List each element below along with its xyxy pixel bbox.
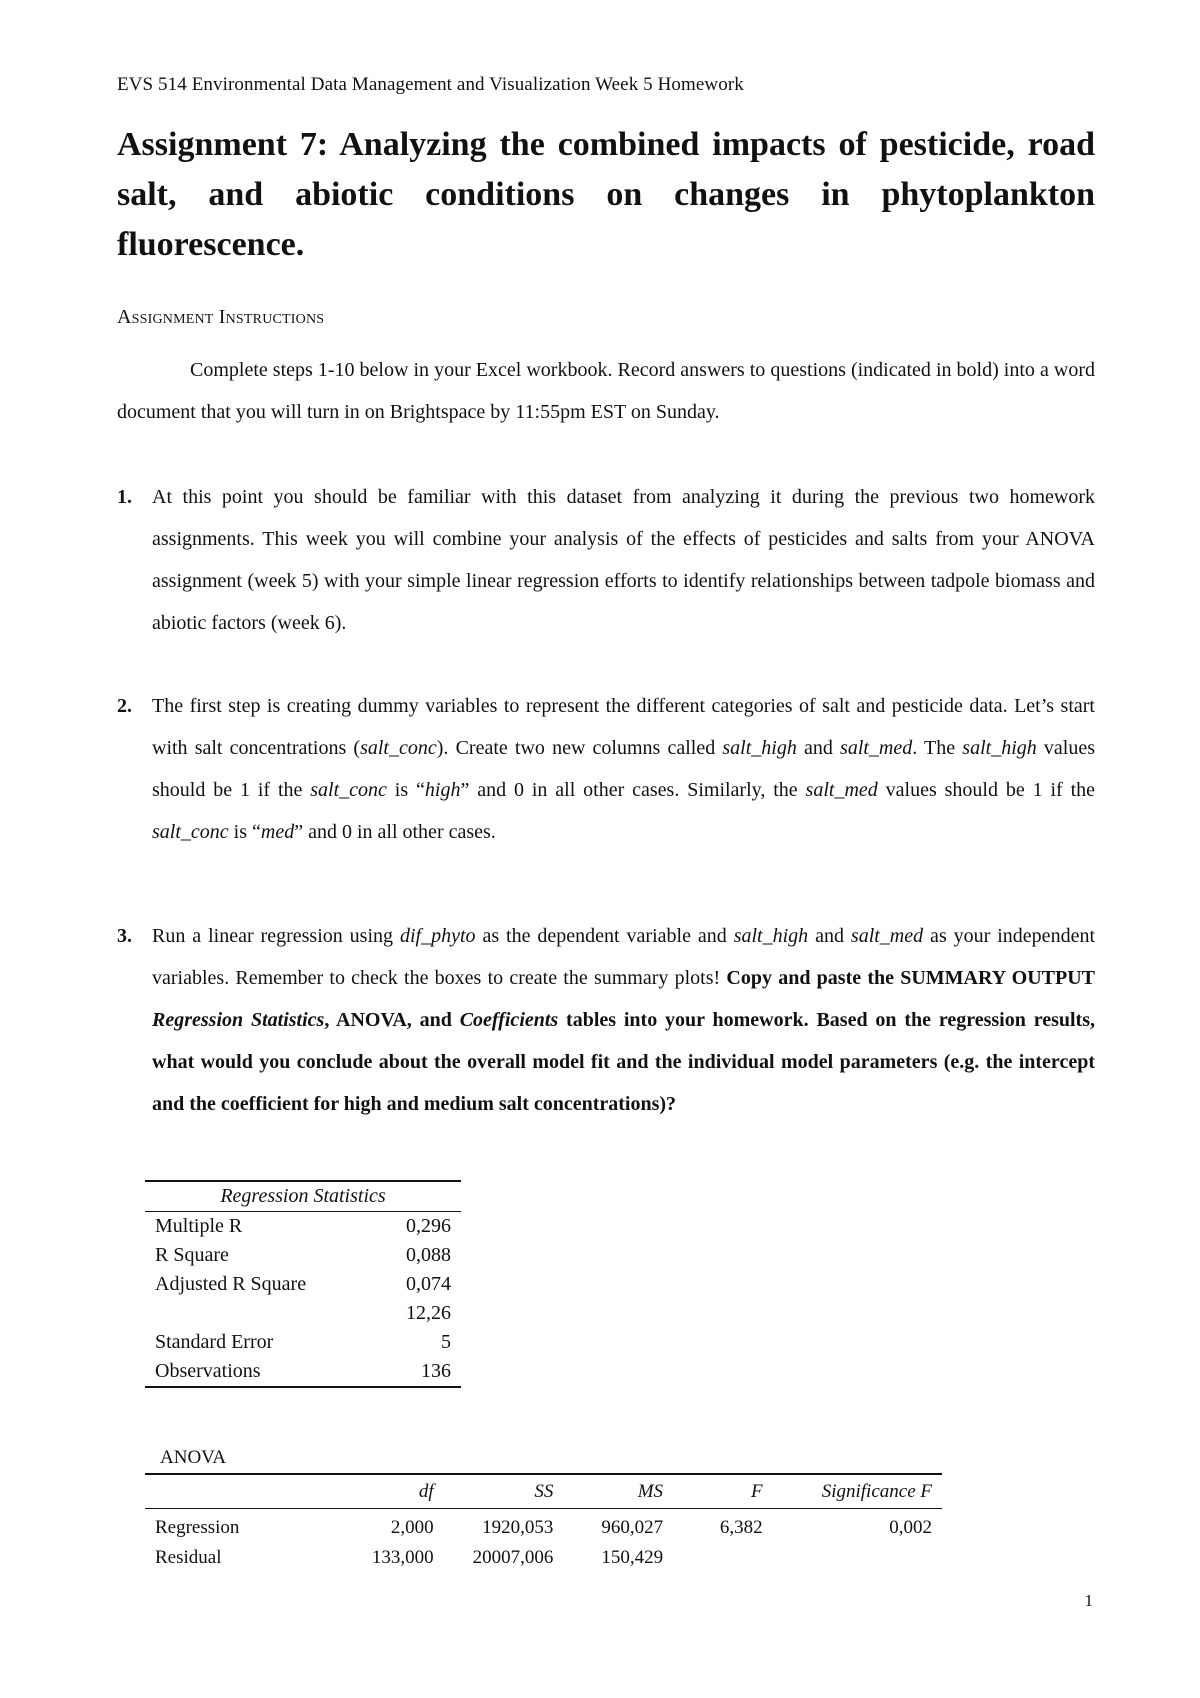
table-row [145,1299,461,1328]
step-2 [117,685,1095,853]
cell-ss: 20007,006 [472,1547,554,1568]
header-cell: Significance F [773,1474,942,1509]
text-run: Run a linear regression using [152,925,400,947]
category-value: high [424,779,461,801]
header-cell: MS [563,1474,673,1509]
stat-label: Multiple R [155,1215,243,1237]
row-label: Residual [155,1547,222,1568]
cell-f: 6,382 [719,1517,763,1538]
cell-df: 133,000 [371,1547,434,1568]
variable-name: salt_high [733,925,809,947]
variable-name: salt_high [962,737,1037,759]
stat-value: 0,296 [406,1215,451,1237]
stat-value: 0,088 [406,1244,451,1266]
section-heading: Assignment Instructions [117,306,325,328]
stat-value: 136 [374,1357,461,1387]
step-1 [117,476,1095,644]
header-cell-blank [145,1474,314,1509]
text-run: as your independent variables. Remember to check the boxes to create the summary plots! [152,925,1095,989]
header-cell: F [673,1474,773,1509]
step-3 [117,915,1095,1125]
step-number: 1. [117,486,132,508]
assignment-title: Assignment 7: Analyzing the combined impacts of pesticide, road salt, and abiotic conditions on changes in phytoplankton fluorescence. [117,126,1095,263]
variable-name: salt_med [805,779,878,801]
cell-ms: 150,429 [601,1547,664,1568]
stat-label: Adjusted R Square [155,1273,307,1295]
stat-value: 12,26 [406,1302,451,1324]
table-row [145,1509,942,1544]
running-header: EVS 514 Environmental Data Management and Visualization Week 5 Homework [117,74,744,95]
anova-label: ANOVA [160,1447,227,1468]
cell-significance-f [773,1543,942,1573]
variable-name: salt_conc [360,737,437,759]
stat-label [145,1299,374,1328]
variable-name: salt_med [850,925,924,947]
table-caption: Regression Statistics [145,1180,461,1212]
text-run: is “ [386,779,425,801]
bold-question-text: tables into your homework. Based on the regression results, what would you conclude about the overall model fit and the individual model parameters (e.g. the intercept and the coefficient for high and medium salt concentrations)? [152,1009,1095,1115]
table-row [145,1543,942,1573]
variable-name: salt_conc [310,779,387,801]
page-number: 1 [1084,1591,1093,1610]
cell-df: 2,000 [390,1517,434,1538]
stat-label: Observations [145,1357,374,1387]
instructions-paragraph: Complete steps 1-10 below in your Excel workbook. Record answers to questions (indicated in bold) into a word document that you will turn in on Brightspace by 11:55pm EST on Sunday. [117,359,1095,423]
stat-label: R Square [155,1244,229,1266]
bold-italic-term: Regression Statistics [152,1009,325,1031]
table-row [145,1241,461,1270]
variable-name: dif_phyto [399,925,476,947]
variable-name: salt_conc [152,821,229,843]
text-run: values should be 1 if the [152,737,1095,801]
stat-label: Standard Error [155,1331,274,1353]
text-run: is “ [228,821,261,843]
regression-statistics-table [145,1180,461,1388]
header-cell: df [314,1474,443,1509]
table-row [145,1270,461,1299]
anova-table [145,1473,942,1573]
bold-question-text: , ANOVA, and [324,1009,460,1031]
category-value: med [260,821,295,843]
text-run: ” and 0 in all other cases. Similarly, the [460,779,806,801]
variable-name: salt_med [840,737,913,759]
table-row [145,1328,461,1357]
text-run: values should be 1 if the [877,779,1095,801]
text-run: ). Create two new columns called [436,737,723,759]
header-cell: SS [444,1474,564,1509]
step-number: 3. [117,925,132,947]
step-text [152,915,1095,1125]
text-run: . The [912,737,963,759]
text-run: ” and 0 in all other cases. [294,821,496,843]
step-text: At this point you should be familiar with this dataset from analyzing it during the previous two homework assignments. This week you will combine your analysis of the effects of pesticides and salts from your ANOVA assignment (week 5) with your simple linear regression efforts to identify relationships between tadpole biomass and abiotic factors (week 6). [152,486,1095,634]
row-label: Regression [155,1517,240,1538]
step-text [152,685,1095,853]
cell-ss: 1920,053 [482,1517,554,1538]
table-row [145,1212,461,1241]
table-row [145,1357,461,1387]
cell-f [673,1543,773,1573]
text-run: as the dependent variable and [475,925,734,947]
text-run: and [796,737,841,759]
text-run: The first step is creating dummy variables to represent the different categories of salt and pesticide data. Let’s start with salt concentrations ( [152,695,1095,759]
stat-value: 0,074 [406,1273,451,1295]
text-run: and [808,925,851,947]
step-number: 2. [117,695,132,717]
stat-value: 5 [441,1331,451,1353]
bold-italic-term: Coefficients [459,1009,559,1031]
table-header-row [145,1474,942,1509]
cell-ms: 960,027 [601,1517,664,1538]
bold-question-text: Copy and paste the SUMMARY OUTPUT [726,967,1095,989]
cell-significance-f: 0,002 [889,1517,932,1538]
variable-name: salt_high [722,737,797,759]
